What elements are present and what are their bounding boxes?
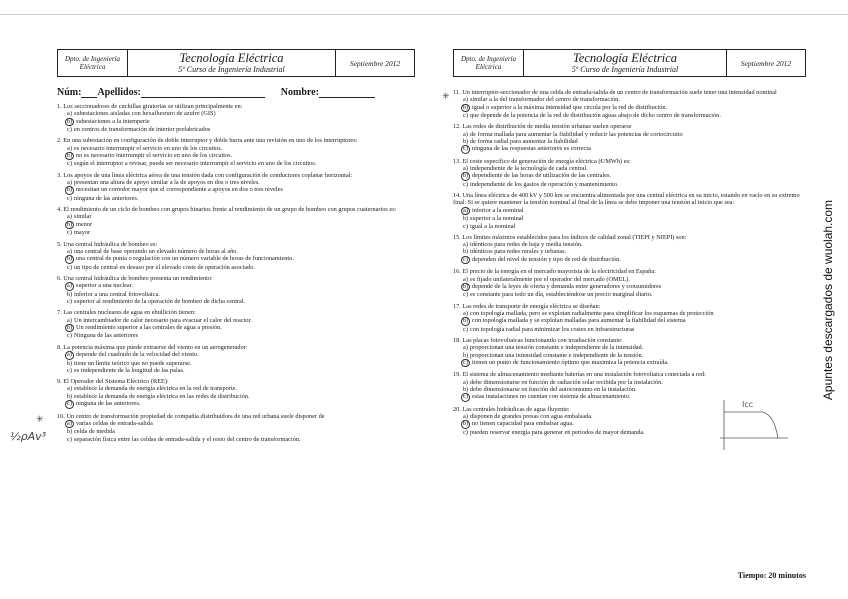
question	[57, 378, 415, 408]
option-letter: c)	[67, 366, 72, 374]
option-text: igual a la nominal	[470, 222, 516, 230]
question	[57, 413, 415, 443]
answer-option[interactable]	[461, 241, 806, 248]
option-text: proporcionan una tensión constante e independiente de la intensidad.	[470, 344, 644, 352]
answer-option[interactable]	[65, 145, 415, 152]
question-text: 6. Una central hidráulica de bombeo presenta un rendimiento:	[57, 274, 213, 282]
option-letter: a)	[463, 309, 468, 317]
option-letter: b)	[66, 392, 73, 400]
option-text: Un rendimiento superior a las centrales de agua a presión.	[76, 323, 222, 331]
question-text: 11. Un interruptor-seccionador de una celda de entrada-salida de un centro de transformación suele tener una intensidad nominal	[453, 89, 777, 96]
option-text: depende de la leyes de oferta y demanda entre generadores y consumidores	[472, 282, 662, 290]
answer-option[interactable]	[65, 393, 415, 400]
option-letter: a)	[463, 275, 468, 283]
option-letter: c)	[463, 222, 468, 230]
option-text: en centros de transformación de interior prefabricados	[74, 126, 211, 134]
top-rule	[0, 14, 848, 15]
option-letter: b)	[462, 248, 469, 256]
option-text: es independiente de la longitud de las palas.	[74, 366, 185, 374]
option-text: es constante para todo un día, estableciéndose un precio marginal diario.	[470, 291, 653, 299]
option-letter: b)	[66, 290, 73, 298]
answer-option[interactable]	[461, 291, 806, 298]
option-letter: b)	[66, 186, 73, 194]
option-text: depende del cuadrado de la velocidad del viento.	[76, 351, 199, 359]
option-letter: a)	[67, 213, 72, 221]
answer-option[interactable]	[65, 264, 415, 271]
option-text: no es necesario interrumpir el servicio en uno de los circuitos.	[76, 151, 233, 159]
option-letter: c)	[461, 256, 470, 265]
header-center	[524, 50, 727, 76]
header-center	[128, 50, 336, 76]
question-text: 5. Una central hidráulica de bombeo es:	[57, 240, 158, 248]
answer-option[interactable]	[65, 186, 415, 195]
question-text: 13. El coste específico de generación de energía eléctrica (€/MWh) es:	[453, 157, 631, 165]
option-text: de forma mallada para aumentar la fiabilidad y reducir las potencias de cortocircuito	[470, 130, 683, 138]
option-text: subestaciones aisladas con hexafluoruro de azufre (GIS)	[74, 110, 216, 118]
option-letter: a)	[67, 110, 72, 118]
answer-option[interactable]	[65, 291, 415, 298]
option-text: estas instalaciones no cuentan con sistema de almacenamiento.	[472, 393, 631, 401]
option-text: superior a la nominal	[470, 215, 524, 223]
option-letter: a)	[67, 385, 72, 393]
option-text: de forma radial para aumentar la fiabilidad	[470, 137, 578, 145]
answer-option[interactable]	[65, 160, 415, 167]
answer-option[interactable]	[65, 428, 415, 435]
question	[57, 309, 415, 339]
iv-curve-sketch	[712, 394, 790, 454]
option-letter: a)	[65, 282, 74, 291]
option-letter: a)	[67, 179, 72, 187]
handwritten-formula: ½ρAv³	[10, 430, 47, 443]
answer-option[interactable]	[65, 282, 415, 291]
option-letter: b)	[462, 420, 469, 428]
option-text: debe dimensionarse en función del autoconsumo en la instalación.	[470, 386, 637, 394]
answer-option[interactable]	[461, 310, 806, 317]
apellidos-field[interactable]	[141, 87, 265, 98]
course-title: Tecnología Eléctrica	[179, 51, 284, 65]
option-letter: c)	[67, 160, 72, 168]
option-letter: c)	[461, 359, 470, 368]
exam-date: Septiembre 2012	[349, 58, 401, 68]
option-letter: c)	[67, 298, 72, 306]
option-text: es fijado unilateralmente por el operador del mercado (OMEL).	[470, 275, 630, 283]
star-icon: ✳	[442, 92, 450, 102]
answer-option[interactable]	[461, 207, 806, 216]
option-text: con topología radial para minimizar los costes en infraestructuras	[470, 325, 635, 333]
nombre-field[interactable]	[319, 87, 375, 98]
question	[453, 158, 806, 188]
answer-option[interactable]	[65, 255, 415, 264]
option-text: una central de base operando un elevado número de horas al año.	[74, 247, 239, 255]
answer-option[interactable]	[461, 145, 806, 154]
option-text: celda de medida	[74, 428, 115, 436]
question	[57, 172, 415, 202]
option-text: Un intercambiador de calor necesario para evacuar el calor del reactor.	[74, 316, 252, 324]
star-icon: ✳	[36, 415, 44, 425]
answer-option[interactable]	[461, 215, 806, 222]
option-text: proporcionan una intensidad constante e independiente de la tensión.	[470, 351, 644, 359]
exam-header	[453, 49, 806, 77]
option-text: subestaciones a la intemperie	[76, 117, 150, 125]
answer-option[interactable]	[461, 223, 806, 230]
exam-page-right	[453, 49, 806, 580]
option-letter: b)	[462, 172, 469, 180]
option-text: superior al rendimiento de la operación de bombeo de dicha central.	[74, 298, 246, 306]
option-letter: a)	[463, 241, 468, 249]
question	[57, 275, 415, 305]
option-text: menor	[76, 220, 93, 228]
exam-page-left	[57, 49, 415, 574]
answer-option[interactable]	[65, 436, 415, 443]
question-text: 18. Las placas fotovoltaicas funcionando con irradiación constante:	[453, 337, 623, 345]
question	[453, 192, 806, 230]
sketch-curve	[724, 412, 778, 438]
question-text: 12. Las redes de distribución de media tensión urbanas suelen operarse	[453, 123, 632, 131]
question	[453, 89, 806, 119]
answer-option[interactable]	[461, 96, 806, 103]
apellidos-label: Apellidos:	[97, 87, 141, 98]
option-text: necesitan un corredor mayor que el correspondiente a apoyos en dos o tres niveles	[76, 186, 283, 194]
option-letter: c)	[67, 435, 72, 443]
question-text: 3. Los apoyos de una línea eléctrica aérea de una tensión dada con configuración de conductores coplanar horizontal:	[57, 171, 353, 179]
question	[57, 137, 415, 167]
question-text: 9. El Operador del Sistema Eléctrico (REE):	[57, 378, 169, 386]
answer-option[interactable]	[65, 152, 415, 161]
question	[57, 103, 415, 133]
answer-option[interactable]	[461, 165, 806, 172]
answer-option[interactable]	[65, 298, 415, 305]
option-text: Ninguna de las anteriores	[74, 332, 139, 340]
question-text: 10. Un centro de transformación propiedad de compañía distribuidora de una red urbana suele disponer de	[57, 412, 325, 420]
answer-option[interactable]	[65, 110, 415, 117]
question-list	[453, 89, 806, 436]
option-letter: c)	[67, 229, 72, 237]
option-text: idénticos para redes rurales y urbanas.	[470, 248, 567, 256]
option-text: superior a una nuclear.	[76, 282, 133, 290]
option-letter: b)	[462, 351, 469, 359]
answer-option[interactable]	[461, 104, 806, 113]
option-text: inferior a una central fotovoltaica.	[74, 290, 160, 298]
answer-option[interactable]	[65, 118, 415, 127]
option-text: debe dimensionarse en función de radiación solar recibida por la instalación.	[470, 378, 663, 386]
answer-option[interactable]	[65, 229, 415, 236]
answer-option[interactable]	[461, 283, 806, 292]
answer-option[interactable]	[65, 385, 415, 392]
question-list	[57, 103, 415, 443]
answer-option[interactable]	[461, 172, 806, 181]
answer-option[interactable]	[461, 344, 806, 351]
question-text: 14. Una línea eléctrica de 400 kV y 500 km se encuentra alimentada por una central eléctrica en su inicio, estando en vacío en su extremo final. Si se quiere mantener la tensión nominal al final de la línea se debe imponer una tensión al inicio que sea:	[453, 192, 800, 207]
option-letter: a)	[67, 144, 72, 152]
answer-option[interactable]	[65, 317, 415, 324]
question-text: 15. Los límites máximos establecidos para los índices de calidad zonal (TIEPI y NIEPI) son:	[453, 233, 687, 241]
option-letter: a)	[65, 420, 74, 429]
option-text: igual o superior a la máxima intensidad que circula por la red de distribución.	[472, 103, 668, 111]
answer-option[interactable]	[65, 360, 415, 367]
option-letter: c)	[67, 263, 72, 271]
option-letter: c)	[461, 393, 470, 402]
question	[453, 268, 806, 298]
question-text: 7. Las centrales nucleares de agua en ebullición tienen:	[57, 309, 196, 317]
option-letter: a)	[463, 413, 468, 421]
department: Dpto. de Ingeniería Eléctrica	[454, 50, 524, 76]
option-letter: c)	[65, 400, 74, 409]
question-text: 1. Los seccionadores de cuchillas giratorias se utilizan principalmente en:	[57, 103, 243, 110]
answer-option[interactable]	[65, 324, 415, 333]
option-letter: b)	[66, 428, 73, 436]
option-letter: c)	[67, 194, 72, 202]
option-letter: b)	[462, 215, 469, 223]
option-text: dependen del nivel de tensión y tipo de red de distribución.	[472, 255, 621, 263]
question-text: 17. Las redes de transporte de energía eléctrica se diseñan:	[453, 302, 601, 310]
exam-date: Septiembre 2012	[740, 58, 792, 68]
option-letter: b)	[462, 103, 469, 111]
answer-option[interactable]	[461, 276, 806, 283]
option-letter: a)	[463, 165, 468, 173]
course-subtitle: 5º Curso de Ingeniería Industrial	[178, 65, 285, 74]
watermark-text: Apuntes descargados de wuolah.com	[821, 199, 835, 401]
question-text: 4. El rendimiento de un ciclo de bombeo con grupos binarios frente al rendimiento de un grupo de bombeo con grupos cuaternarios es:	[57, 206, 397, 214]
question-text: 2. En una subestación en configuración de doble interruptor y doble barra ante una revisión en uno de los interruptores:	[57, 137, 358, 145]
option-letter: c)	[463, 112, 468, 120]
question	[453, 234, 806, 264]
option-text: dependiente de las horas de utilización de las centrales.	[472, 172, 611, 180]
option-letter: a)	[463, 344, 468, 352]
question	[453, 303, 806, 333]
option-text: tienen un punto de funcionamiento óptimo que maximiza la potencia extraída.	[472, 358, 669, 366]
answer-option[interactable]	[65, 420, 415, 429]
option-text: es necesario interrumpir el servicio en uno de los circuitos.	[74, 144, 223, 152]
option-text: similar	[74, 213, 92, 221]
answer-option[interactable]	[461, 379, 806, 386]
num-label: Núm:	[57, 87, 82, 98]
option-text: ninguna de las respuestas anteriores es correcta	[472, 145, 591, 153]
answer-option[interactable]	[461, 131, 806, 138]
option-text: similar a la del transformador del centro de transformación.	[470, 96, 620, 104]
option-letter: c)	[463, 291, 468, 299]
option-text: varias celdas de entrada-salida	[76, 419, 153, 427]
option-text: establece la demanda de energía eléctrica en las redes de distribución.	[74, 392, 250, 400]
option-letter: a)	[463, 130, 468, 138]
answer-option[interactable]	[65, 179, 415, 186]
exam-time: Tiempo: 20 minutos	[737, 571, 806, 580]
question-text: 8. La potencia máxima que puede extraerse del viento en un aerogenerador:	[57, 343, 248, 351]
option-letter: c)	[67, 126, 72, 134]
option-letter: b)	[462, 386, 469, 394]
question	[57, 206, 415, 236]
option-letter: a)	[67, 316, 72, 324]
option-text: idénticos para redes de baja y media tensión.	[470, 241, 583, 249]
option-text: con topología mallada y se explotan malladas para aumentar la fiabilidad del sistema	[472, 317, 686, 325]
option-text: ninguna de las anteriores.	[76, 400, 141, 408]
answer-option[interactable]	[65, 367, 415, 374]
answer-option[interactable]	[461, 248, 806, 255]
answer-option[interactable]	[461, 181, 806, 188]
option-letter: b)	[66, 117, 73, 125]
answer-option[interactable]	[461, 352, 806, 359]
sketch-label: Icc	[742, 400, 754, 409]
option-text: disponen de grandes presas con agua embalsada.	[470, 413, 593, 421]
department: Dpto. de Ingeniería Eléctrica	[58, 50, 128, 76]
answer-option[interactable]	[461, 386, 806, 393]
option-text: establece la demanda de energía eléctrica en la red de transporte.	[74, 385, 237, 393]
option-letter: c)	[463, 180, 468, 188]
answer-option[interactable]	[461, 326, 806, 333]
question	[57, 344, 415, 374]
num-field[interactable]	[81, 87, 97, 98]
answer-option[interactable]	[65, 351, 415, 360]
answer-option[interactable]	[461, 256, 806, 265]
option-letter: c)	[463, 325, 468, 333]
option-letter: a)	[463, 96, 468, 104]
nombre-label: Nombre:	[280, 87, 319, 98]
option-text: que depende de la potencia de la red de distribución aguas abajo de dicho centro de transformación.	[470, 112, 721, 120]
option-letter: c)	[463, 428, 468, 436]
answer-option[interactable]	[65, 213, 415, 220]
option-text: presentan una altura de apoyo similar a la de apoyos en dos o tres niveles.	[74, 179, 260, 187]
answer-option[interactable]	[65, 221, 415, 230]
course-title: Tecnología Eléctrica	[572, 51, 678, 65]
option-letter: a)	[65, 351, 74, 360]
option-text: inferior a la nominal	[472, 206, 524, 214]
option-text: un tipo de central en desuso por el elevado coste de operación asociado.	[74, 263, 255, 271]
answer-option[interactable]	[461, 138, 806, 145]
answer-option[interactable]	[65, 126, 415, 133]
option-letter: b)	[66, 220, 73, 228]
option-text: tiene un límite teórico que no puede superarse.	[74, 359, 192, 367]
question-text: 16. El precio de la energía en el mercado mayorista de la electricidad en España:	[453, 268, 656, 276]
option-letter: b)	[66, 323, 73, 331]
option-letter: c)	[461, 145, 470, 154]
option-letter: b)	[462, 317, 469, 325]
answer-option[interactable]	[461, 359, 806, 368]
answer-option[interactable]	[65, 400, 415, 409]
exam-header	[57, 49, 415, 77]
option-text: mayor	[74, 229, 91, 237]
question	[453, 123, 806, 153]
option-letter: b)	[462, 282, 469, 290]
question	[57, 241, 415, 271]
answer-option[interactable]	[461, 317, 806, 326]
option-letter: a)	[461, 207, 470, 216]
question-text: 20. Las centrales hidráulicas de agua fluyente:	[453, 405, 570, 413]
option-letter: a)	[67, 247, 72, 255]
option-text: no tienen capacidad para embalsar agua.	[472, 420, 574, 428]
option-text: según el interruptor a revisar, puede ser necesario interrumpir el servicio en uno de los circuitos.	[74, 160, 317, 168]
option-letter: b)	[66, 255, 73, 263]
option-letter: a)	[463, 378, 468, 386]
option-text: una central de punta o regulación con un número variable de horas de funcionamiento.	[76, 255, 294, 263]
option-text: independiente de la tecnología de cada central.	[470, 165, 588, 173]
question-text: 19. El sistema de almacenamiento mediante baterías en una instalación fotovoltaica conectada a red:	[453, 371, 706, 379]
answer-option[interactable]	[65, 248, 415, 255]
option-text: independiente de los gastos de operación y mantenimiento.	[470, 180, 619, 188]
option-letter: b)	[66, 359, 73, 367]
student-name-row	[57, 87, 415, 99]
option-text: pueden reservar energía para generar en periodos de mayor demanda.	[470, 428, 645, 436]
option-letter: c)	[67, 332, 72, 340]
question	[453, 337, 806, 367]
option-text: con topología mallada, pero se explotan radialmente para simplificar los esquemas de protección	[470, 309, 714, 317]
option-letter: b)	[66, 151, 73, 159]
option-letter: b)	[462, 137, 469, 145]
course-subtitle: 5º Curso de Ingeniería Industrial	[571, 65, 679, 74]
option-text: ninguna de las anteriores.	[74, 194, 139, 202]
option-text: separación física entre las celdas de entrada-salida y el resto del centro de transformación.	[74, 435, 301, 443]
answer-option[interactable]	[65, 332, 415, 339]
answer-option[interactable]	[65, 195, 415, 202]
answer-option[interactable]	[461, 112, 806, 119]
